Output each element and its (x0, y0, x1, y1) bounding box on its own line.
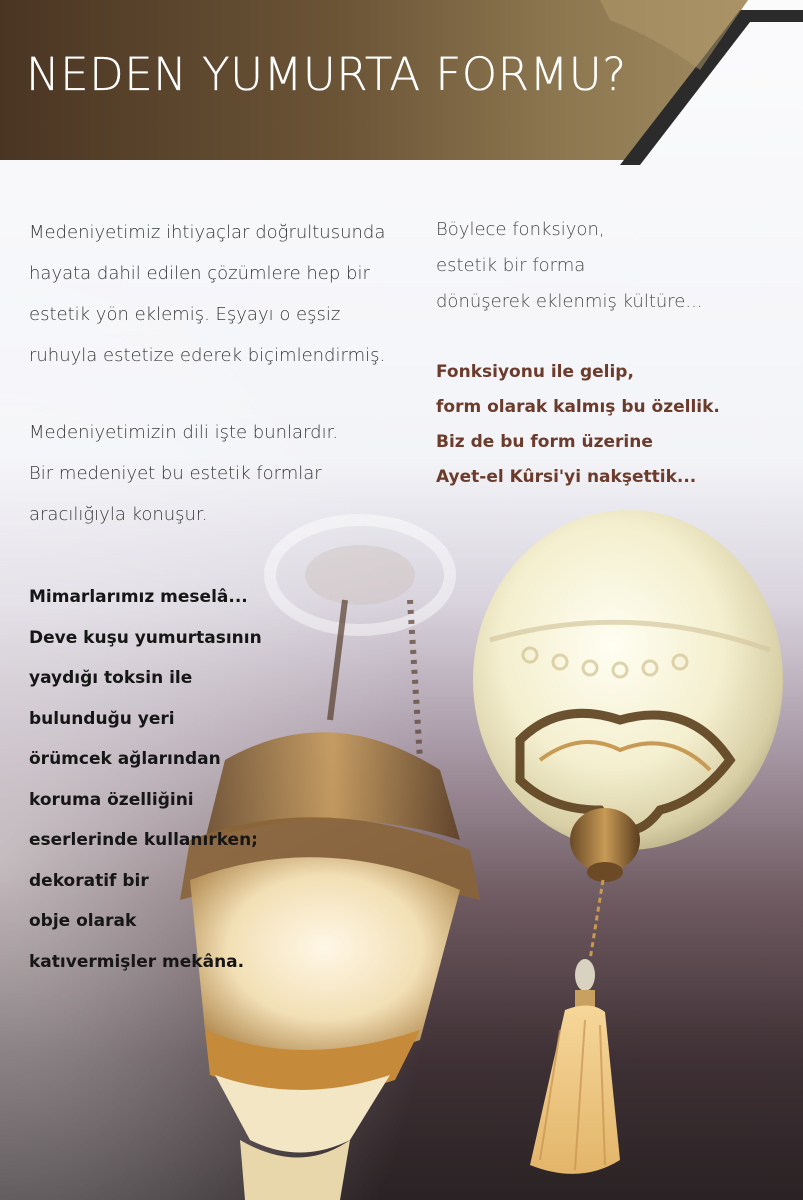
right-line: dönüşerek eklenmiş kültüre... (436, 291, 703, 312)
page-title: NEDEN YUMURTA FORMU? (26, 48, 627, 101)
paragraph-gap (29, 376, 409, 412)
header-band (0, 0, 803, 165)
right-highlight (436, 355, 776, 495)
left-highlight-line: örümcek ağlarından (29, 749, 221, 769)
left-highlight-line: yaydığı toksin ile (29, 668, 193, 688)
right-paragraph (436, 212, 776, 320)
right-highlight-line: Biz de bu form üzerine (436, 432, 653, 452)
intro-line: estetik yön eklemiş. Eşyayı o eşsiz (29, 304, 341, 325)
left-highlight-line: katıvermişler mekâna. (29, 951, 245, 972)
left-highlight-line: dekoratif bir (29, 870, 149, 891)
left-highlight-line: Deve kuşu yumurtasının (29, 627, 262, 648)
right-highlight-line: Ayet-el Kûrsi'yi nakşettik... (436, 467, 697, 487)
intro-line: hayata dahil edilen çözümlere hep bir (29, 263, 370, 284)
left-highlight-line: koruma özelliğini (29, 789, 194, 810)
right-highlight-line: form olarak kalmış bu özellik. (436, 397, 720, 417)
intro-line: aracılığıyla konuşur. (29, 504, 208, 525)
intro-line: Medeniyetimiz ihtiyaçlar doğrultusunda (29, 222, 386, 243)
right-line: estetik bir forma (436, 255, 586, 276)
left-highlight (29, 577, 409, 982)
right-line: Böylece fonksiyon, (436, 219, 605, 240)
intro-line: Bir medeniyet bu estetik formlar (29, 463, 322, 484)
left-highlight-line: Mimarlarımız meselâ... (29, 587, 248, 607)
left-highlight-line: eserlerinde kullanırken; (29, 830, 258, 850)
left-highlight-line: bulunduğu yeri (29, 708, 175, 729)
left-highlight-line: obje olarak (29, 911, 137, 931)
intro-text (29, 212, 409, 535)
intro-line: Medeniyetimizin dili işte bunlardır. (29, 422, 339, 443)
right-highlight-line: Fonksiyonu ile gelip, (436, 362, 634, 382)
intro-line: ruhuyla estetize ederek biçimlendirmiş. (29, 345, 386, 366)
